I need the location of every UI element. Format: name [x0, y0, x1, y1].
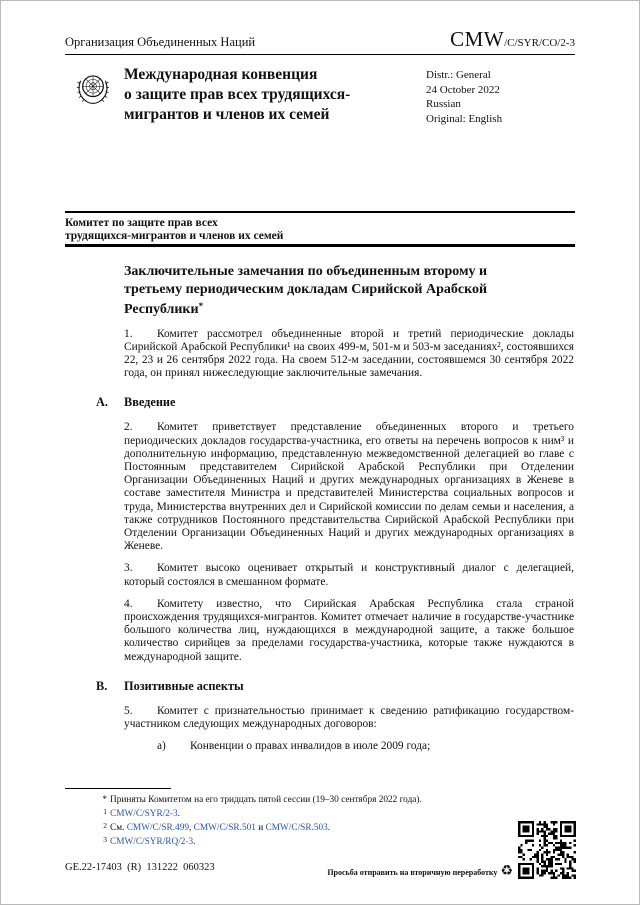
distr-language: Russian: [426, 98, 461, 110]
footnote-mark: 1: [103, 807, 107, 816]
paragraph-text: Комитет рассмотрел объединенные второй и третий периодические доклады Сирийской Арабской Республики¹ на своих 499-м, 501-м и 503-м заседаниях², состоявшихся 22, 23 и 26 сентября 2022 года. На своем 512-м заседании, состоявшемся 30 сентября 2022 года, он принял нижеследующие заключительные замечания.: [124, 327, 574, 380]
footnote-1: [65, 806, 520, 820]
document-title: Заключительные замечания по объединенным второму и третьему периодическим докладам Сирийской Арабской Республики*: [124, 264, 488, 317]
org-name: Организация Объединенных Наций: [65, 35, 256, 49]
committee-name-line: Комитет по защите прав всех: [65, 217, 218, 229]
doc-symbol-link[interactable]: CMW/C/SYR/RQ/2-3: [110, 837, 194, 847]
paragraph-3: [124, 562, 574, 588]
convention-title-line: Международная конвенция: [124, 66, 318, 83]
document-body: [65, 263, 574, 753]
footnote-text: См.: [110, 823, 127, 833]
distribution-block: [426, 68, 502, 126]
qr-code: [518, 821, 576, 879]
recycle-text: Просьба отправить на вторичную переработку: [327, 867, 498, 877]
section-b-heading: [96, 679, 574, 694]
footnote-text: .: [327, 823, 331, 833]
distr-original: Original: English: [426, 112, 503, 125]
divider-thin: [65, 211, 575, 213]
paragraph-text: Комитет с признательностью принимает к сведению ратификацию государством-участником следующих международных договоров:: [124, 704, 574, 730]
footnote-text: Приняты Комитетом на его тридцать пятой сессии (19–30 сентября 2022 года).: [110, 795, 422, 805]
doc-symbol-link[interactable]: CMW/C/SR.501: [193, 823, 256, 833]
paragraph-number: 5.: [124, 704, 133, 717]
paragraph-text: Комитет высоко оценивает открытый и конструктивный диалог с делегацией, который состоялся в смешанном формате.: [124, 562, 574, 588]
convention-title-line: мигрантов и членов их семей: [124, 106, 330, 123]
footnote-ref-star: *: [198, 301, 204, 311]
section-title: Позитивные аспекты: [124, 678, 244, 693]
ge-number: GE.22-17403 (R) 131222 060323: [65, 862, 215, 873]
doc-symbol-link[interactable]: CMW/C/SYR/2-3: [110, 809, 178, 819]
recycle-note: [241, 865, 513, 879]
list-item-text: Конвенции о правах инвалидов в июле 2009 года;: [190, 740, 431, 753]
footnote-mark: *: [102, 795, 107, 805]
doc-symbol-link[interactable]: CMW/C/SR.503: [265, 823, 328, 833]
footnote-text: и: [255, 823, 266, 833]
masthead: [65, 63, 575, 208]
doc-symbol-link[interactable]: CMW/C/SR.499: [126, 823, 189, 833]
doc-symbol: [450, 29, 575, 50]
paragraph-number: 2.: [124, 421, 133, 434]
paragraph-text: Комитету известно, что Сирийская Арабская Республика стала страной происхождения трудящихся-мигрантов. Комитет отмечает наличие в государстве-участнике большого количества лиц, нуждающихся в международной защите, а также большое количество сирийцев за пределами государства-участника, которые также нуждаются в международной защите.: [124, 597, 574, 663]
divider-thick: [65, 244, 575, 247]
convention-title-line: о защите прав всех трудящихся-: [124, 86, 351, 103]
paragraph-5: [124, 705, 574, 731]
recycle-icon: ♻: [500, 864, 513, 879]
footnote-mark: 2: [103, 821, 107, 830]
convention-title: [124, 65, 350, 125]
footnote-3: [65, 834, 520, 848]
paragraph-number: 1.: [124, 327, 133, 340]
paragraph-1: [124, 328, 574, 381]
committee-name: [65, 217, 283, 242]
paragraph-text: Комитет приветствует представление объединенных второго и третьего периодических докладов государства-участника, его ответы на перечень вопросов к ним³ и дополнительную информацию, представленную межведомственной делегацией во главе с Постоянным представителем Сирийской Арабской Республики при Отделении Организации Объединенных Наций и других международных организациях в Женеве в составе заместителя Министра и представителей Министерства социальных вопросов и труда, Министерства внутренних дел и Сирийской комиссии по делам семьи и населения, а также сотрудников Постоянного представительства Сирийской Арабской Республики при Отделении Организации Объединенных Наций и других международных организациях в Женеве.: [124, 421, 574, 553]
section-letter: B.: [96, 678, 108, 693]
section-letter: A.: [96, 395, 108, 410]
distr-type: Distr.: General: [426, 69, 491, 81]
list-item-label: a): [157, 740, 166, 753]
footnote-separator: [65, 788, 171, 789]
section-title: Введение: [124, 395, 176, 410]
section-a-heading: [96, 395, 574, 410]
doc-symbol-suffix: /C/SYR/CO/2-3: [504, 37, 575, 49]
paragraph-number: 4.: [124, 597, 133, 610]
paragraph-4: [124, 598, 574, 664]
committee-name-line: трудящихся-мигрантов и членов их семей: [65, 229, 284, 242]
footnotes: [65, 788, 520, 848]
paragraph-number: 3.: [124, 562, 133, 575]
page-header: [65, 29, 575, 55]
distr-date: 24 October 2022: [426, 83, 500, 96]
footnote-2: [65, 820, 520, 834]
footnote-text: .: [193, 837, 196, 847]
doc-symbol-main: CMW: [450, 27, 505, 51]
footnote-text: .: [177, 809, 180, 819]
footnote-star: [65, 794, 520, 806]
list-item-a: [124, 740, 574, 753]
paragraph-2: [124, 421, 574, 553]
footnote-mark: 3: [103, 835, 107, 844]
footnote-text: ,: [189, 823, 194, 833]
un-emblem-icon: [71, 67, 115, 116]
